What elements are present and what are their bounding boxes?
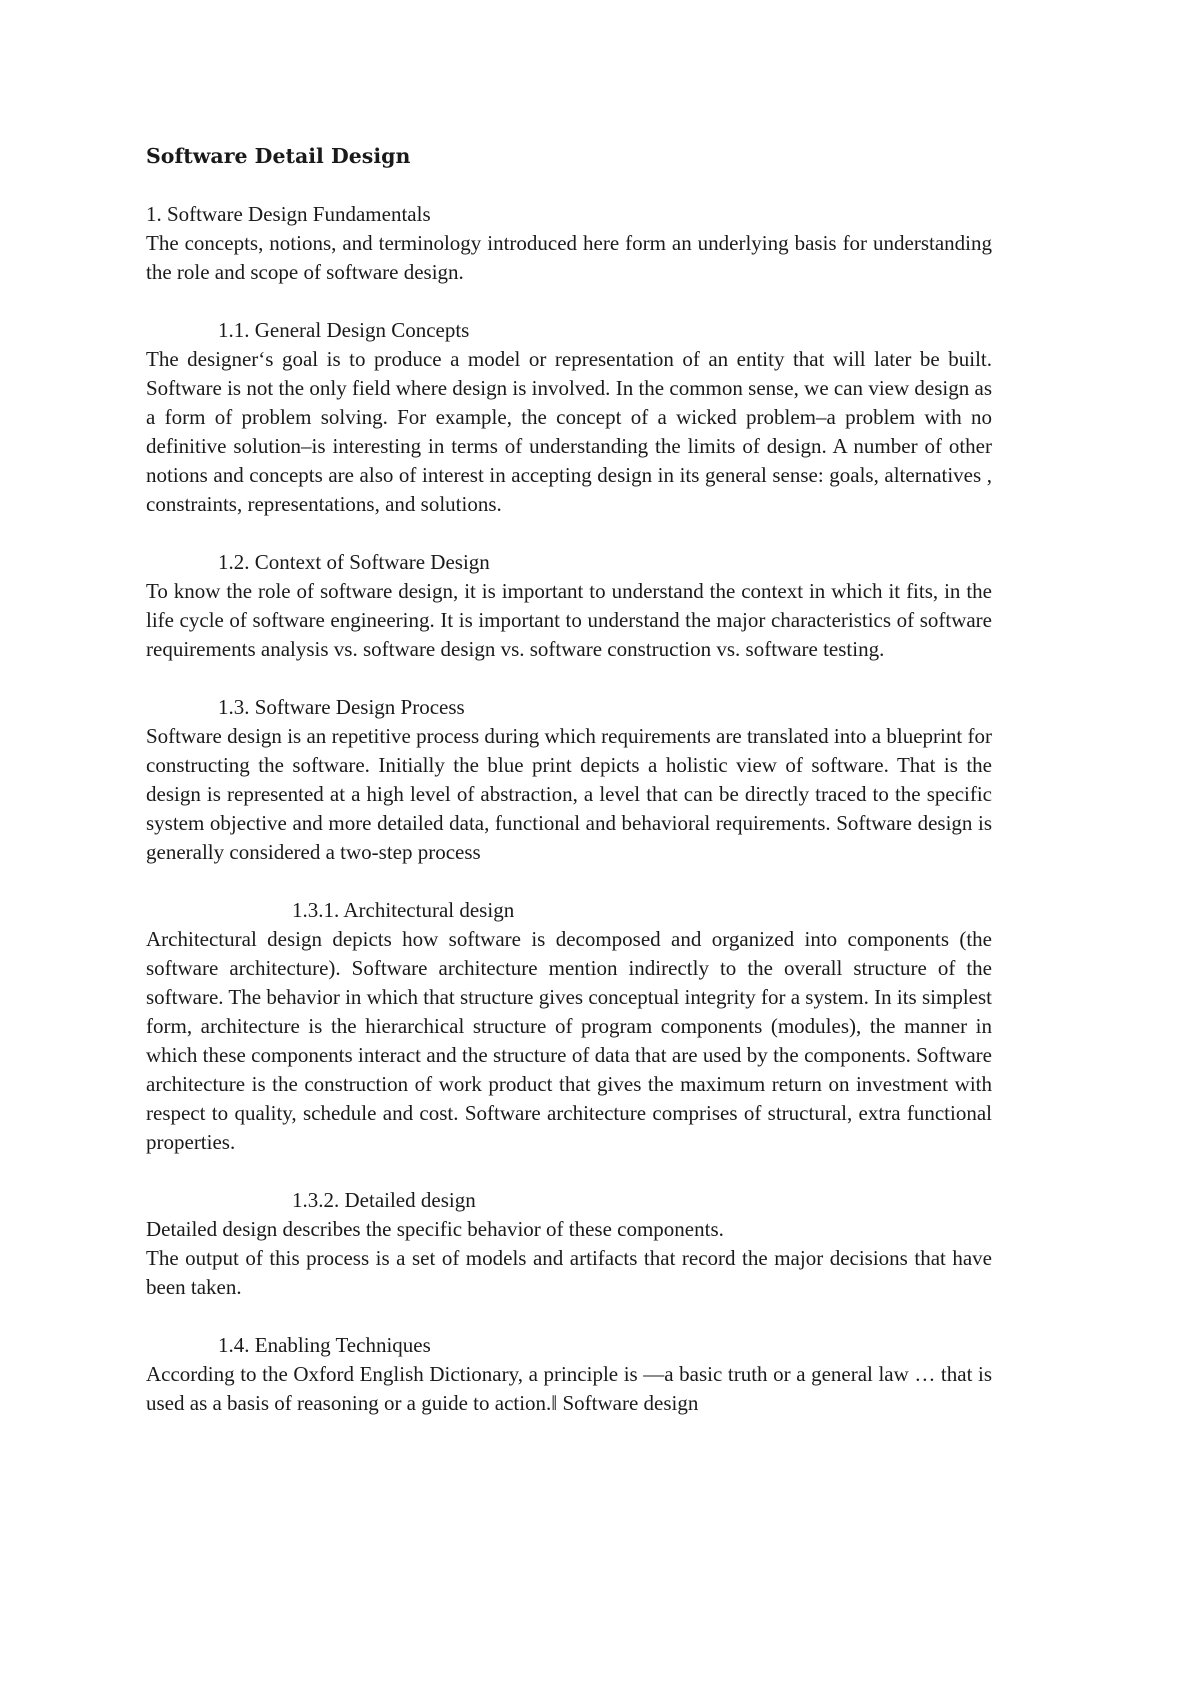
section-text-1: The concepts, notions, and terminology introduced here form an underlying basis for understanding the role and scope of software design. xyxy=(146,231,992,284)
section-heading-1-1: 1.1. General Design Concepts xyxy=(218,318,470,342)
section-text-1-3-2b: The output of this process is a set of models and artifacts that record the major decisions that have been taken. xyxy=(146,1246,992,1299)
section-text-1-2: To know the role of software design, it is important to understand the context in which it fits, in the life cycle of software engineering. It is important to understand the major characteristics of software requirements analysis vs. software design vs. software construction vs. software testing. xyxy=(146,579,992,661)
section-text-1-4: According to the Oxford English Dictionary, a principle is ―a basic truth or a general law … that is used as a basis of reasoning or a guide to action.‖ Software design xyxy=(146,1362,992,1415)
spacer xyxy=(146,867,992,896)
section-heading-1-3: 1.3. Software Design Process xyxy=(218,695,465,719)
section-text-1-1: The designer‘s goal is to produce a model or representation of an entity that will later be built. Software is not the only field where design is involved. In the common sense, we can view design as a form of problem solving. For example, the concept of a wicked problem–a problem with no definitive solution–is interesting in terms of understanding the limits of design. A number of other notions and concepts are also of interest in accepting design in its general sense: goals, alternatives , constraints, representations, and solutions. xyxy=(146,347,992,516)
spacer xyxy=(146,1157,992,1186)
section-heading-1: 1. Software Design Fundamentals xyxy=(146,202,431,226)
section-text-1-3: Software design is an repetitive process during which requirements are translated into a blueprint for constructing the software. Initially the blue print depicts a holistic view of software. That is the design is represented at a high level of abstraction, a level that can be directly traced to the specific system objective and more detailed data, functional and behavioral requirements. Software design is generally considered a two-step process xyxy=(146,724,992,864)
section-heading-1-4: 1.4. Enabling Techniques xyxy=(218,1333,431,1357)
section-heading-1-3-1: 1.3.1. Architectural design xyxy=(292,898,515,922)
section-heading-1-3-2: 1.3.2. Detailed design xyxy=(292,1188,476,1212)
document-title: Software Detail Design xyxy=(146,144,411,168)
spacer xyxy=(146,664,992,693)
spacer xyxy=(146,1302,992,1331)
document-page xyxy=(146,142,992,1418)
section-heading-1-2: 1.2. Context of Software Design xyxy=(218,550,490,574)
section-text-1-3-2a: Detailed design describes the specific behavior of these components. xyxy=(146,1217,724,1241)
spacer xyxy=(146,287,992,316)
spacer xyxy=(146,519,992,548)
section-text-1-3-1: Architectural design depicts how software is decomposed and organized into components (the software architecture). Software architecture mention indirectly to the overall structure of the software. The behavior in which that structure gives conceptual integrity for a system. In its simplest form, architecture is the hierarchical structure of program components (modules), the manner in which these components interact and the structure of data that are used by the components. Software architecture is the construction of work product that gives the maximum return on investment with respect to quality, schedule and cost. Software architecture comprises of structural, extra functional properties. xyxy=(146,927,992,1154)
